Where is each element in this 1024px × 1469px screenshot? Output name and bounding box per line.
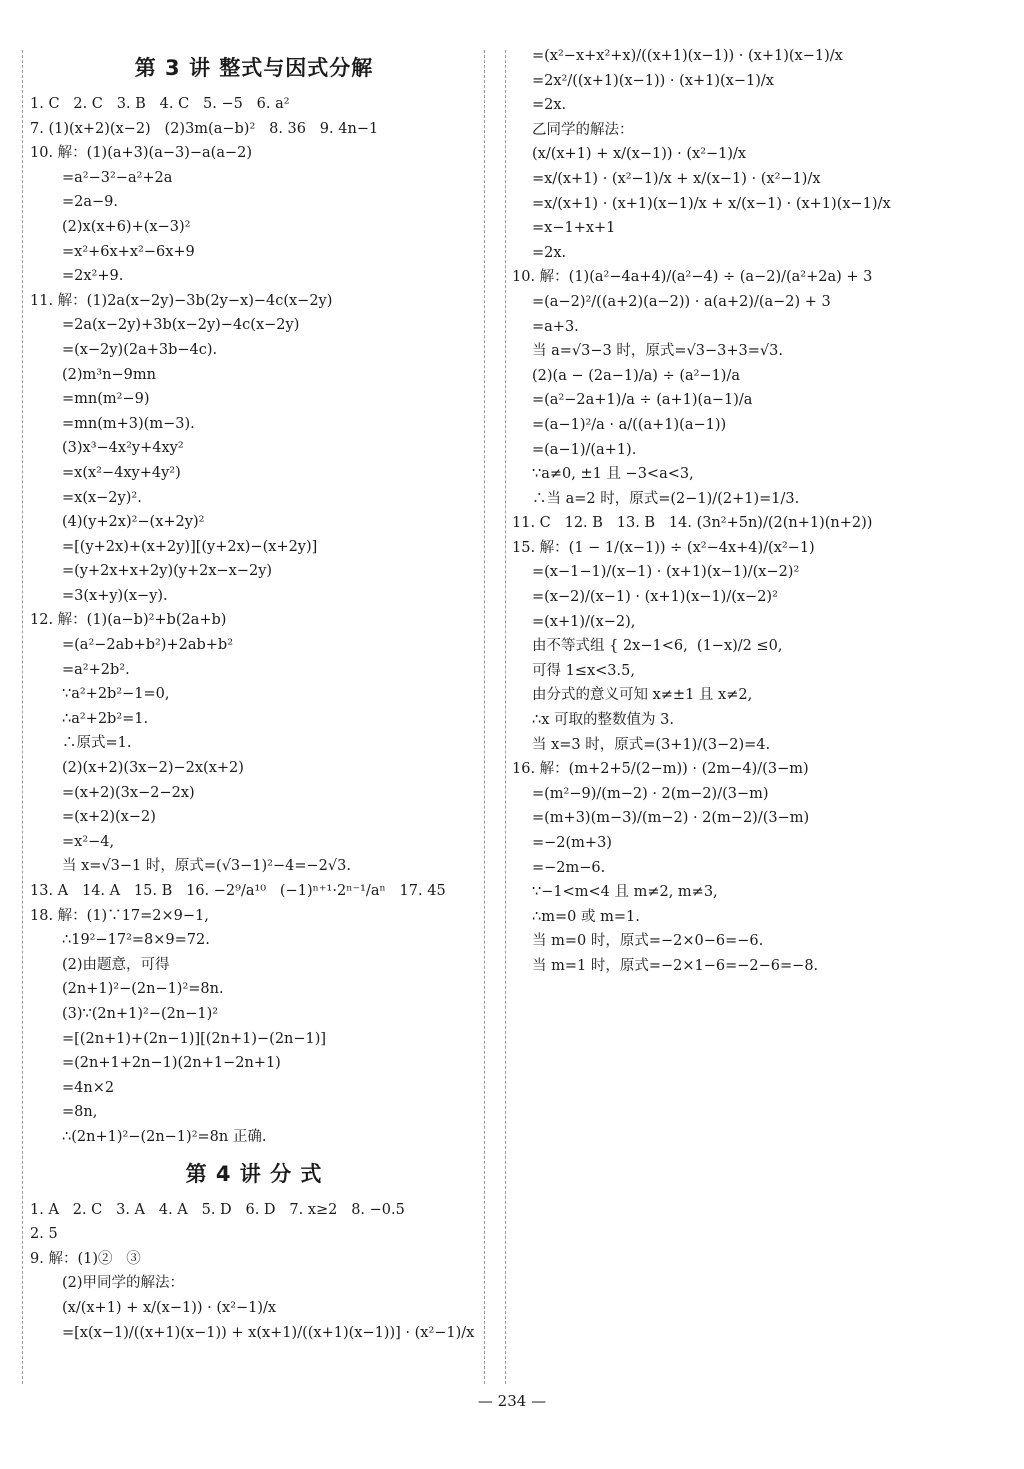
- answer-line: ∵a≠0, ±1 且 −3<a<3,: [532, 466, 694, 483]
- answer-line: =(x−2)/(x−1) · (x+1)(x−1)/(x−2)²: [532, 589, 778, 606]
- left-column: [30, 44, 478, 1345]
- answer-line: ∵−1<m<4 且 m≠2, m≠3,: [532, 884, 718, 901]
- answer-line: (3)∵(2n+1)²−(2n−1)²: [62, 1005, 219, 1022]
- answer-line: 当 x=√3−1 时，原式=(√3−1)²−4=−2√3.: [62, 858, 351, 875]
- right-column: [512, 44, 992, 979]
- answer-line: =−2m−6.: [532, 859, 606, 876]
- answer-line: (2)m³n−9mn: [62, 366, 156, 383]
- answer-line: =4n×2: [62, 1079, 115, 1096]
- answer-line: =a²−3²−a²+2a: [62, 169, 173, 186]
- answer-line: (2n+1)²−(2n−1)²=8n.: [62, 981, 224, 998]
- answer-line: =a²+2b².: [62, 661, 130, 678]
- answer-line: (2)(x+2)(3x−2)−2x(x+2): [62, 760, 244, 777]
- answer-line: 当 m=1 时，原式=−2×1−6=−2−6=−8.: [532, 957, 819, 974]
- answer-line: 由分式的意义可知 x≠±1 且 x≠2,: [532, 687, 753, 704]
- answer-line: =(x+1)/(x−2),: [532, 613, 636, 630]
- answer-line: (2)x(x+6)+(x−3)²: [62, 218, 191, 235]
- answer-line: =(a−1)²/a · a/((a+1)(a−1)): [532, 416, 727, 433]
- answer-line: =2a−9.: [62, 194, 119, 211]
- answer-line: 当 x=3 时，原式=(3+1)/(3−2)=4.: [532, 736, 771, 753]
- answer-line: =(m²−9)/(m−2) · 2(m−2)/(3−m): [532, 785, 769, 802]
- answer-line: =mn(m²−9): [62, 391, 150, 408]
- answer-line: =(a²−2ab+b²)+2ab+b²: [62, 637, 234, 654]
- answer-line: 10. 解：(1)(a+3)(a−3)−a(a−2): [30, 145, 253, 162]
- answer-line: =2x.: [532, 244, 567, 261]
- section-4-answers: [30, 1198, 478, 1346]
- answer-line: ∴(2n+1)²−(2n−1)²=8n 正确.: [62, 1128, 267, 1145]
- answer-line: 18. 解：(1)∵17=2×9−1,: [30, 907, 209, 924]
- answer-line: =x−1+x+1: [532, 220, 616, 237]
- answer-line: (4)(y+2x)²−(x+2y)²: [62, 514, 205, 531]
- answer-line: 当 m=0 时，原式=−2×0−6=−6.: [532, 933, 764, 950]
- section-3-title: 第 3 讲 整式与因式分解: [134, 56, 374, 80]
- answer-line: 乙同学的解法：: [532, 121, 634, 138]
- answer-line: =a+3.: [532, 318, 579, 335]
- answer-line: =[x(x−1)/((x+1)(x−1)) + x(x+1)/((x+1)(x−1))] · (x²−1)/x: [62, 1324, 475, 1341]
- answer-line: 15. 解：(1 − 1/(x−1)) ÷ (x²−4x+4)/(x²−1): [512, 539, 815, 556]
- page-number: — 234 —: [477, 1392, 547, 1410]
- answer-line: =(2n+1+2n−1)(2n+1−2n+1): [62, 1055, 281, 1072]
- answer-line: 2. 5: [30, 1226, 58, 1243]
- answer-line: =x(x²−4xy+4y²): [62, 464, 181, 481]
- answer-line: =mn(m+3)(m−3).: [62, 415, 195, 432]
- answer-line: =(x−2y)(2a+3b−4c).: [62, 341, 218, 358]
- answer-line: 16. 解：(m+2+5/(2−m)) · (2m−4)/(3−m): [512, 761, 809, 778]
- section-3-answers: [30, 92, 478, 1150]
- answer-line: =−2(m+3): [532, 835, 612, 851]
- right-column-answers: [512, 44, 992, 979]
- answer-line: ∴当 a=2 时，原式=(2−1)/(2+1)=1/3.: [532, 490, 800, 507]
- answer-line: ∴19²−17²=8×9=72.: [62, 932, 210, 949]
- answer-line: (2)(a − (2a−1)/a) ÷ (a²−1)/a: [532, 367, 740, 384]
- answer-line: 11. 解：(1)2a(x−2y)−3b(2y−x)−4c(x−2y): [30, 292, 333, 309]
- answer-line: =[(y+2x)+(x+2y)][(y+2x)−(x+2y)]: [62, 538, 318, 555]
- margin-divider-left: [22, 50, 23, 1384]
- answer-line: =3(x+y)(x−y).: [62, 587, 168, 604]
- column-divider-2: [505, 50, 506, 1384]
- answer-line: =(a−2)²/((a+2)(a−2)) · a(a+2)/(a−2) + 3: [532, 293, 831, 310]
- answer-line: (x/(x+1) + x/(x−1)) · (x²−1)/x: [62, 1299, 277, 1316]
- answer-line: ∴m=0 或 m=1.: [532, 908, 640, 925]
- answer-line: 当 a=√3−3 时，原式=√3−3+3=√3.: [532, 343, 783, 360]
- answer-line: ∵a²+2b²−1=0,: [62, 686, 170, 703]
- column-divider-1: [484, 50, 485, 1384]
- answer-line: =[(2n+1)+(2n−1)][(2n+1)−(2n−1)]: [62, 1030, 327, 1047]
- answer-line: =(a²−2a+1)/a ÷ (a+1)(a−1)/a: [532, 392, 753, 409]
- answer-line: 10. 解：(1)(a²−4a+4)/(a²−4) ÷ (a−2)/(a²+2a) + 3: [512, 269, 873, 286]
- answer-line: =(a−1)/(a+1).: [532, 441, 637, 458]
- answer-line: =2x²+9.: [62, 268, 124, 285]
- answer-line: 9. 解：(1)② ③: [30, 1250, 141, 1267]
- answer-line: =2x.: [532, 97, 567, 114]
- answer-line: =x(x−2y)².: [62, 489, 142, 506]
- answer-line: 11. C 12. B 13. B 14. (3n²+5n)/(2(n+1)(n+2)): [512, 515, 873, 532]
- answer-line: (3)x³−4x²y+4xy²: [62, 440, 184, 457]
- answer-line: =x²−4,: [62, 833, 115, 850]
- answer-line: =x²+6x+x²−6x+9: [62, 243, 195, 260]
- answer-line: ∴原式=1.: [62, 735, 132, 752]
- answer-line: 由不等式组 { 2x−1<6, (1−x)/2 ≤0,: [532, 638, 783, 655]
- answer-line: ∴x 可取的整数值为 3.: [532, 712, 674, 729]
- answer-line: (x/(x+1) + x/(x−1)) · (x²−1)/x: [532, 146, 747, 163]
- answer-line: 12. 解：(1)(a−b)²+b(2a+b): [30, 612, 227, 629]
- answer-line: =2a(x−2y)+3b(x−2y)−4c(x−2y): [62, 317, 300, 334]
- answer-line: 1. C 2. C 3. B 4. C 5. −5 6. a²: [30, 96, 290, 112]
- answer-line: 13. A 14. A 15. B 16. −2⁹/a¹⁰ (−1)ⁿ⁺¹·2ⁿ⁻¹/aⁿ 17. 45: [30, 883, 446, 899]
- answer-line: =x/(x+1) · (x²−1)/x + x/(x−1) · (x²−1)/x: [532, 170, 821, 187]
- answer-line: =8n,: [62, 1104, 98, 1121]
- answer-line: =(x²−x+x²+x)/((x+1)(x−1)) · (x+1)(x−1)/x: [532, 48, 843, 64]
- answer-line: =(x+2)(x−2): [62, 809, 156, 826]
- answer-line: 7. (1)(x+2)(x−2) (2)3m(a−b)² 8. 36 9. 4n−1: [30, 120, 379, 137]
- answer-line: =x/(x+1) · (x+1)(x−1)/x + x/(x−1) · (x+1)(x−1)/x: [532, 195, 891, 212]
- answer-line: 可得 1≤x<3.5,: [532, 662, 635, 679]
- answer-line: =2x²/((x+1)(x−1)) · (x+1)(x−1)/x: [532, 72, 774, 89]
- answer-line: =(m+3)(m−3)/(m−2) · 2(m−2)/(3−m): [532, 810, 810, 827]
- answer-line: (2)由题意，可得: [62, 956, 170, 973]
- answer-line: =(y+2x+x+2y)(y+2x−x−2y): [62, 563, 273, 580]
- answer-line: (2)甲同学的解法：: [62, 1275, 185, 1292]
- answer-line: =(x+2)(3x−2−2x): [62, 784, 195, 801]
- section-4-title: 第 4 讲 分 式: [185, 1161, 323, 1186]
- answer-line: =(x−1−1)/(x−1) · (x+1)(x−1)/(x−2)²: [532, 564, 800, 581]
- answer-line: 1. A 2. C 3. A 4. A 5. D 6. D 7. x≥2 8. −0.5: [30, 1201, 405, 1218]
- answer-line: ∴a²+2b²=1.: [62, 710, 149, 727]
